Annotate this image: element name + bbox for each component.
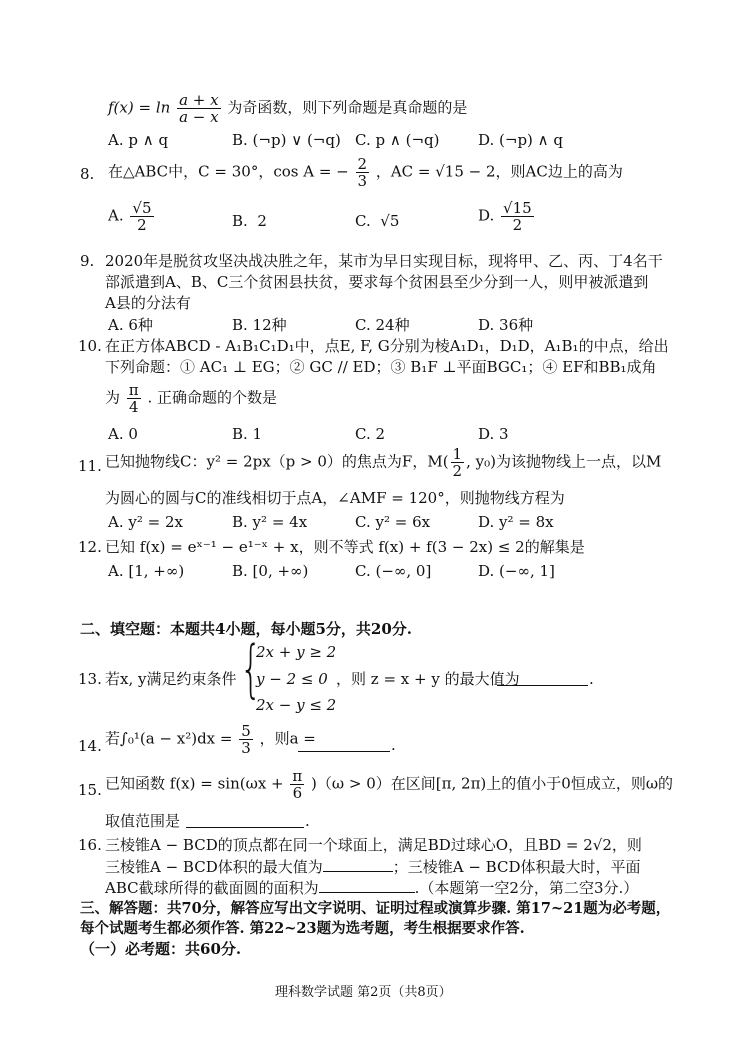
q10-frac-num: π <box>128 381 139 399</box>
q7-option-b: B. (¬p) ∨ (¬q) <box>232 131 341 149</box>
q10-option-d: D. 3 <box>478 425 509 443</box>
q13-constraint-2: y − 2 ≤ 0 <box>256 670 328 688</box>
q8-frac-den: 3 <box>357 172 368 190</box>
q8-option-c <box>355 212 399 230</box>
q11-line-1 <box>105 446 661 479</box>
q13-answer-blank <box>497 684 588 686</box>
q12-option-b: B. [0, +∞) <box>232 562 309 580</box>
q8-option-a-fraction <box>130 200 153 233</box>
q7-option-d: D. (¬p) ∧ q <box>478 131 564 149</box>
q7-fraction <box>177 92 221 125</box>
q16-answer-blank-1 <box>323 870 393 872</box>
q15-line-1-a: 已知函数 f(x) = sin(ωx + <box>105 774 284 793</box>
q9-line-3: A县的分法有 <box>105 294 191 312</box>
q8-option-a-letter: A. <box>108 206 124 225</box>
q8-option-b-letter: B. <box>232 212 248 230</box>
q8-frac-num: 2 <box>357 155 368 173</box>
q15-fraction <box>290 768 304 801</box>
q7-frac-num: a + x <box>179 91 219 109</box>
q10-option-a: A. 0 <box>108 425 138 443</box>
q8-option-d <box>478 200 536 233</box>
q7-tail-text: 为奇函数，则下列命题是真命题的是 <box>227 98 468 117</box>
q10-number: 10. <box>78 337 102 355</box>
q13-brace: { <box>240 632 262 705</box>
q14-number: 14. <box>78 737 102 755</box>
q8-fraction <box>356 156 370 189</box>
q16-line-2-b: ；三棱锥A − BCD体积最大时，平面 <box>392 858 641 876</box>
q16-line-3-b: .（本题第一空2分，第二空3分.） <box>414 879 639 897</box>
q13-constraint-3: 2x − y ≤ 2 <box>256 696 337 714</box>
q10-line-3 <box>105 382 277 415</box>
q12-option-d: D. (−∞, 1] <box>478 562 555 580</box>
q10-fraction <box>127 382 141 415</box>
q11-option-a: A. y² = 2x <box>108 513 183 531</box>
q10-line-3-a: 为 <box>105 388 121 407</box>
q16-line-3-a: ABC截球所得的截面圆的面积为 <box>105 879 319 897</box>
q14-stem <box>105 723 316 756</box>
q15-line-2: 取值范围是 <box>105 812 181 830</box>
q8-option-c-letter: C. <box>355 212 371 230</box>
q15-line-1 <box>105 768 673 801</box>
q11-line-1-a: 已知抛物线C：y² = 2px（p > 0）的焦点为F，M( <box>105 452 449 471</box>
q7-func-lhs: f(x) = ln <box>108 98 171 117</box>
q15-line-1-b: )（ω > 0）在区间[π, 2π)上的值小于0恒成立，则ω的 <box>311 774 674 793</box>
q14-end: . <box>391 736 396 754</box>
q8-option-d-num: √15 <box>503 199 532 217</box>
q8-option-a-num: √5 <box>132 199 152 217</box>
q7-option-c: C. p ∧ (¬q) <box>355 131 440 149</box>
q11-fraction <box>451 446 465 479</box>
q10-option-c: C. 2 <box>355 425 386 443</box>
q12-line-1: 已知 f(x) = eˣ⁻¹ − e¹⁻ˣ + x，则不等式 f(x) + f(3 − 2x) ≤ 2的解集是 <box>105 538 585 556</box>
q7-function-line <box>108 92 467 125</box>
q14-tail: ，则a = <box>259 729 316 748</box>
q13-constraint-1: 2x + y ≥ 2 <box>256 643 337 661</box>
q14-fraction <box>239 723 253 756</box>
q9-option-c: C. 24种 <box>355 316 410 334</box>
q8-stem <box>108 156 623 189</box>
q7-option-a: A. p ∧ q <box>108 131 169 149</box>
q9-option-a: A. 6种 <box>108 316 153 334</box>
q15-frac-num: π <box>292 767 303 785</box>
section-3-heading-line-1: 三、解答题：共70分，解答应写出文字说明、证明过程或演算步骤. 第17~21题为必考题， <box>80 900 671 917</box>
q16-number: 16. <box>78 836 102 854</box>
q15-answer-blank <box>186 826 304 828</box>
q9-option-b: B. 12种 <box>232 316 287 334</box>
q15-frac-den: 6 <box>292 784 303 802</box>
q10-frac-den: 4 <box>128 398 139 416</box>
q11-option-d: D. y² = 8x <box>478 513 554 531</box>
q12-number: 12. <box>78 538 102 556</box>
q14-lead: 若∫₀¹(a − x²)dx = <box>105 729 233 748</box>
q9-line-1: 2020年是脱贫攻坚决战决胜之年，某市为早日实现目标，现将甲、乙、丙、丁4名干 <box>105 252 663 270</box>
q8-option-b <box>232 212 267 230</box>
q9-option-d: D. 36种 <box>478 316 534 334</box>
q13-end: . <box>589 670 594 688</box>
section-3-subheading: （一）必考题：共60分. <box>80 940 242 958</box>
q14-frac-num: 5 <box>241 722 251 740</box>
q10-line-1: 在正方体ABCD - A₁B₁C₁D₁中，点E, F, G分别为棱A₁D₁，D₁D，A₁B₁的中点，给出 <box>105 337 669 355</box>
section-2-heading: 二、填空题：本题共4小题，每小题5分，共20分. <box>80 620 412 638</box>
q8-option-a-den: 2 <box>137 216 147 234</box>
q9-line-2: 部派遣到A、B、C三个贫困县扶贫，要求每个贫困县至少分到一人，则甲被派遣到 <box>105 273 649 291</box>
q8-option-a <box>108 200 156 233</box>
q14-frac-den: 3 <box>241 739 251 757</box>
q16-line-2-a: 三棱锥A − BCD体积的最大值为 <box>105 858 323 876</box>
q7-frac-den: a − x <box>179 108 219 126</box>
q14-answer-blank <box>298 750 390 752</box>
q11-option-b: B. y² = 4x <box>232 513 308 531</box>
q12-option-a: A. [1, +∞) <box>108 562 185 580</box>
q16-line-1: 三棱锥A − BCD的顶点都在同一个球面上，满足BD过球心O，且BD = 2√2，则 <box>105 836 642 854</box>
q12-option-c: C. (−∞, 0] <box>355 562 432 580</box>
q11-line-1-b: , y₀)为该抛物线上一点，以M <box>466 452 662 471</box>
q9-number: 9. <box>80 252 95 270</box>
q15-number: 15. <box>78 781 102 799</box>
q11-frac-den: 2 <box>452 462 463 480</box>
q8-text-a: 在△ABC中，C = 30°，cos A = − <box>108 162 349 181</box>
q13-number: 13. <box>78 670 102 688</box>
q10-line-2: 下列命题：① AC₁ ⊥ EG；② GC // ED；③ B₁F ⊥平面BGC₁；④ EF和BB₁成角 <box>105 358 657 376</box>
q16-line-2 <box>105 858 641 876</box>
section-3-heading-line-2: 每个试题考生都必须作答. 第22~23题为选考题，考生根据要求作答. <box>80 920 525 937</box>
page-footer: 理科数学试题 第2页（共8页） <box>275 985 452 1000</box>
q8-option-d-den: 2 <box>512 216 523 234</box>
q11-option-c: C. y² = 6x <box>355 513 431 531</box>
q16-answer-blank-2 <box>319 891 415 893</box>
q8-number: 8. <box>80 165 95 183</box>
q11-frac-num: 1 <box>452 445 463 463</box>
q13-lead: 若x, y满足约束条件 <box>105 670 237 688</box>
q10-line-3-b: . 正确命题的个数是 <box>147 388 277 407</box>
q13-tail: ，则 z = x + y 的最大值为 <box>336 670 520 688</box>
q8-option-b-text: 2 <box>257 212 267 230</box>
q8-option-c-text: √5 <box>380 212 400 230</box>
q10-option-b: B. 1 <box>232 425 263 443</box>
q8-option-d-letter: D. <box>478 206 495 225</box>
q8-option-d-fraction <box>501 200 534 233</box>
q11-number: 11. <box>78 457 102 475</box>
q8-text-b: ，AC = √15 − 2，则AC边上的高为 <box>375 162 623 181</box>
q15-end: . <box>305 812 310 830</box>
q16-line-3 <box>105 879 638 897</box>
q11-line-2: 为圆心的圆与C的准线相切于点A，∠AMF = 120°，则抛物线方程为 <box>105 489 565 507</box>
